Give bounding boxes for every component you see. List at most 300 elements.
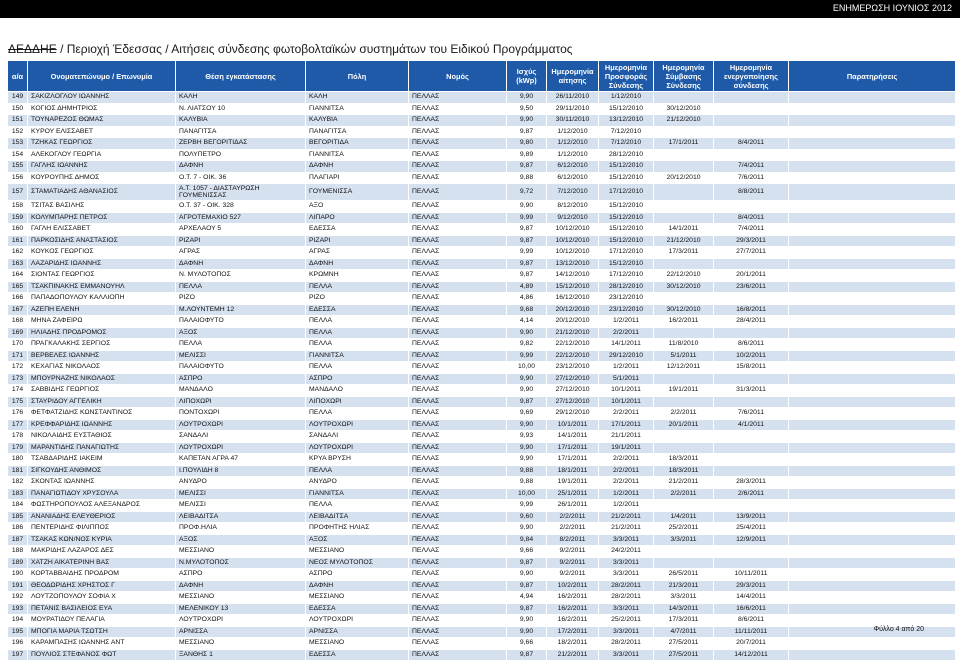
- cell-remarks: [789, 511, 956, 523]
- cell-contract-date: 26/5/2011: [654, 569, 714, 581]
- cell-row-number: 169: [8, 327, 28, 339]
- cell-offer-date: 28/12/2010: [599, 281, 654, 293]
- col-header-city: Πόλη: [306, 61, 409, 92]
- cell-power-kwp: 9,89: [507, 149, 547, 161]
- cell-install-location: ΜΕΣΣΙΑΝΟ: [176, 546, 306, 558]
- table-row: [8, 115, 956, 127]
- cell-contract-date: 17/1/2011: [654, 138, 714, 150]
- cell-power-kwp: 9,87: [507, 224, 547, 236]
- cell-application-date: 16/12/2010: [547, 293, 599, 305]
- cell-applicant-name: ΠΕΝΤΕΡΙΔΗΣ ΦΙΛΙΠΠΟΣ: [28, 523, 176, 535]
- cell-row-number: 165: [8, 281, 28, 293]
- cell-applicant-name: ΜΠΟΥΡΝΑΖΗΣ ΝΙΚΟΛΑΟΣ: [28, 373, 176, 385]
- cell-row-number: 170: [8, 339, 28, 351]
- cell-application-date: 20/12/2010: [547, 304, 599, 316]
- cell-prefecture: ΠΕΛΛΑΣ: [409, 327, 507, 339]
- cell-application-date: 2/2/2011: [547, 511, 599, 523]
- cell-remarks: [789, 138, 956, 150]
- cell-applicant-name: ΛΟΥΤΖΟΠΟΥΛΟΥ ΣΟΦΙΑ Χ: [28, 592, 176, 604]
- cell-offer-date: 14/1/2011: [599, 339, 654, 351]
- cell-row-number: 186: [8, 523, 28, 535]
- cell-activation-date: 4/1/2011: [714, 419, 789, 431]
- cell-city: ΜΕΣΣΙΑΝΟ: [306, 546, 409, 558]
- cell-offer-date: 15/12/2010: [599, 224, 654, 236]
- cell-contract-date: [654, 258, 714, 270]
- cell-row-number: 185: [8, 511, 28, 523]
- cell-power-kwp: 9,87: [507, 557, 547, 569]
- cell-remarks: [789, 235, 956, 247]
- cell-row-number: 155: [8, 161, 28, 173]
- cell-contract-date: 1/4/2011: [654, 511, 714, 523]
- cell-power-kwp: 9,69: [507, 408, 547, 420]
- cell-activation-date: [714, 149, 789, 161]
- cell-install-location: ΛΙΠΟΧΩΡΙ: [176, 396, 306, 408]
- cell-offer-date: 21/2/2011: [599, 511, 654, 523]
- cell-install-location: ΠΑΛΑΙΟΦΥΤΟ: [176, 362, 306, 374]
- cell-activation-date: 14/12/2011: [714, 649, 789, 661]
- col-header-prefecture: Νομός: [409, 61, 507, 92]
- cell-contract-date: [654, 431, 714, 443]
- cell-contract-date: [654, 327, 714, 339]
- cell-applicant-name: ΦΩΣΤΗΡΟΠΟΥΛΟΣ ΑΛΕΞΑΝΔΡΟΣ: [28, 500, 176, 512]
- cell-row-number: 179: [8, 442, 28, 454]
- cell-install-location: Ν. ΛΙΑΤΣΟΥ 10: [176, 103, 306, 115]
- cell-application-date: 18/2/2011: [547, 638, 599, 650]
- cell-prefecture: ΠΕΛΛΑΣ: [409, 488, 507, 500]
- cell-power-kwp: 9,90: [507, 454, 547, 466]
- top-bar: [0, 0, 960, 18]
- cell-prefecture: ΠΕΛΛΑΣ: [409, 103, 507, 115]
- cell-power-kwp: 9,72: [507, 184, 547, 201]
- cell-install-location: Ο.Τ. 37 - ΟΙΚ. 328: [176, 201, 306, 213]
- cell-offer-date: 28/2/2011: [599, 580, 654, 592]
- cell-application-date: 20/12/2010: [547, 316, 599, 328]
- cell-install-location: ΜΕΛΙΣΣΙ: [176, 350, 306, 362]
- cell-city: ΔΑΦΝΗ: [306, 258, 409, 270]
- cell-power-kwp: 9,90: [507, 419, 547, 431]
- cell-install-location: ΔΑΦΝΗ: [176, 258, 306, 270]
- cell-prefecture: ΠΕΛΛΑΣ: [409, 235, 507, 247]
- cell-offer-date: 15/12/2010: [599, 103, 654, 115]
- cell-row-number: 196: [8, 638, 28, 650]
- cell-install-location: ΜΕΣΣΙΑΝΟ: [176, 592, 306, 604]
- cell-applicant-name: ΚΟΛΥΜΠΑΡΗΣ ΠΕΤΡΟΣ: [28, 212, 176, 224]
- cell-contract-date: 17/3/2011: [654, 615, 714, 627]
- cell-offer-date: 1/2/2011: [599, 362, 654, 374]
- table-row: [8, 212, 956, 224]
- cell-application-date: 9/2/2011: [547, 546, 599, 558]
- cell-row-number: 193: [8, 603, 28, 615]
- cell-contract-date: [654, 442, 714, 454]
- cell-contract-date: 21/3/2011: [654, 580, 714, 592]
- cell-contract-date: 21/2/2011: [654, 477, 714, 489]
- cell-applicant-name: ΦΕΤΦΑΤΖΙΔΗΣ ΚΩΝΣΤΑΝΤΙΝΟΣ: [28, 408, 176, 420]
- cell-applicant-name: ΘΕΟΔΩΡΙΔΗΣ ΧΡΗΣΤΟΣ Γ: [28, 580, 176, 592]
- cell-contract-date: 16/2/2011: [654, 316, 714, 328]
- cell-activation-date: [714, 465, 789, 477]
- table-row: [8, 523, 956, 535]
- cell-remarks: [789, 454, 956, 466]
- cell-prefecture: ΠΕΛΛΑΣ: [409, 281, 507, 293]
- table-row: [8, 385, 956, 397]
- table-row: [8, 258, 956, 270]
- cell-remarks: [789, 339, 956, 351]
- cell-row-number: 151: [8, 115, 28, 127]
- cell-power-kwp: 10,00: [507, 488, 547, 500]
- cell-contract-date: 30/12/2010: [654, 281, 714, 293]
- cell-prefecture: ΠΕΛΛΑΣ: [409, 270, 507, 282]
- cell-application-date: 25/1/2011: [547, 488, 599, 500]
- cell-remarks: [789, 103, 956, 115]
- cell-offer-date: 3/3/2011: [599, 569, 654, 581]
- cell-power-kwp: 9,82: [507, 339, 547, 351]
- cell-activation-date: 25/4/2011: [714, 523, 789, 535]
- cell-city: ΛΟΥΤΡΟΧΩΡΙ: [306, 615, 409, 627]
- cell-activation-date: 14/4/2011: [714, 592, 789, 604]
- cell-row-number: 166: [8, 293, 28, 305]
- cell-city: ΠΕΛΛΑ: [306, 316, 409, 328]
- cell-applicant-name: ΤΣΑΚΑΣ ΚΩΝ/ΝΟΣ ΚΥΡΙΑ: [28, 534, 176, 546]
- cell-applicant-name: ΜΗΝΑ ΖΑΦΕΙΡΩ: [28, 316, 176, 328]
- table-row: [8, 327, 956, 339]
- cell-applicant-name: ΚΟΓΙΟΣ ΔΗΜΗΤΡΙΟΣ: [28, 103, 176, 115]
- cell-activation-date: 8/4/2011: [714, 138, 789, 150]
- cell-activation-date: [714, 557, 789, 569]
- cell-power-kwp: 9,87: [507, 126, 547, 138]
- cell-application-date: 19/1/2011: [547, 477, 599, 489]
- cell-application-date: 16/2/2011: [547, 615, 599, 627]
- cell-city: ΚΡΥΑ ΒΡΥΣΗ: [306, 454, 409, 466]
- cell-contract-date: [654, 546, 714, 558]
- cell-application-date: 29/12/2010: [547, 408, 599, 420]
- cell-applicant-name: ΣΙΓΚΟΥΔΗΣ ΑΝΘΙΜΟΣ: [28, 465, 176, 477]
- cell-contract-date: 22/12/2010: [654, 270, 714, 282]
- cell-applicant-name: ΒΕΡΒΕΛΕΣ ΙΩΑΝΝΗΣ: [28, 350, 176, 362]
- cell-applicant-name: ΜΟΥΡΑΤΙΔΟΥ ΠΕΛΑΓΙΑ: [28, 615, 176, 627]
- cell-power-kwp: 9,90: [507, 615, 547, 627]
- cell-applicant-name: ΑΝΑΝΙΑΔΗΣ ΕΛΕΥΘΕΡΙΟΣ: [28, 511, 176, 523]
- cell-activation-date: 10/2/2011: [714, 350, 789, 362]
- cell-row-number: 163: [8, 258, 28, 270]
- cell-prefecture: ΠΕΛΛΑΣ: [409, 172, 507, 184]
- cell-city: ΕΔΕΣΣΑ: [306, 649, 409, 661]
- cell-contract-date: 20/12/2010: [654, 172, 714, 184]
- cell-row-number: 175: [8, 396, 28, 408]
- cell-row-number: 150: [8, 103, 28, 115]
- cell-row-number: 176: [8, 408, 28, 420]
- cell-city: ΜΕΣΣΙΑΝΟ: [306, 592, 409, 604]
- cell-applicant-name: ΓΑΓΛΗ ΕΛΙΣΣΑΒΕΤ: [28, 224, 176, 236]
- cell-offer-date: 15/12/2010: [599, 172, 654, 184]
- cell-activation-date: 7/6/2011: [714, 172, 789, 184]
- cell-row-number: 192: [8, 592, 28, 604]
- cell-row-number: 159: [8, 212, 28, 224]
- table-row: [8, 373, 956, 385]
- cell-remarks: [789, 569, 956, 581]
- cell-install-location: ΑΡΝΙΣΣΑ: [176, 626, 306, 638]
- cell-contract-date: 14/1/2011: [654, 224, 714, 236]
- cell-applicant-name: ΤΟΥΝΑΡΕΖΟΣ ΘΩΜΑΣ: [28, 115, 176, 127]
- cell-install-location: ΛΟΥΤΡΟΧΩΡΙ: [176, 419, 306, 431]
- table-row: [8, 396, 956, 408]
- cell-city: ΑΞΟ: [306, 201, 409, 213]
- cell-offer-date: 17/12/2010: [599, 247, 654, 259]
- cell-activation-date: [714, 103, 789, 115]
- cell-prefecture: ΠΕΛΛΑΣ: [409, 350, 507, 362]
- cell-activation-date: [714, 327, 789, 339]
- table-row: [8, 103, 956, 115]
- cell-offer-date: 1/2/2011: [599, 488, 654, 500]
- cell-prefecture: ΠΕΛΛΑΣ: [409, 500, 507, 512]
- cell-remarks: [789, 350, 956, 362]
- cell-row-number: 195: [8, 626, 28, 638]
- col-header-name: Ονοματεπώνυμο / Επωνυμία: [28, 61, 176, 92]
- cell-activation-date: 29/3/2011: [714, 580, 789, 592]
- cell-row-number: 189: [8, 557, 28, 569]
- cell-applicant-name: ΤΣΑΒΔΑΡΙΔΗΣ ΙΑΚΕΙΜ: [28, 454, 176, 466]
- cell-row-number: 194: [8, 615, 28, 627]
- cell-offer-date: 19/1/2011: [599, 442, 654, 454]
- cell-prefecture: ΠΕΛΛΑΣ: [409, 385, 507, 397]
- cell-activation-date: 10/11/2011: [714, 569, 789, 581]
- cell-prefecture: ΠΕΛΛΑΣ: [409, 626, 507, 638]
- cell-city: ΡΙΖΑΡΙ: [306, 235, 409, 247]
- cell-city: ΑΡΝΙΣΣΑ: [306, 626, 409, 638]
- table-header-row: [8, 61, 956, 92]
- cell-contract-date: [654, 201, 714, 213]
- cell-install-location: ΞΑΝΘΗΣ 1: [176, 649, 306, 661]
- cell-prefecture: ΠΕΛΛΑΣ: [409, 362, 507, 374]
- cell-remarks: [789, 442, 956, 454]
- cell-power-kwp: 9,80: [507, 138, 547, 150]
- page-title: [8, 42, 573, 56]
- cell-application-date: 17/1/2011: [547, 454, 599, 466]
- cell-remarks: [789, 172, 956, 184]
- cell-power-kwp: 9,66: [507, 546, 547, 558]
- cell-power-kwp: 4,94: [507, 592, 547, 604]
- cell-contract-date: [654, 212, 714, 224]
- cell-row-number: 173: [8, 373, 28, 385]
- table-row: [8, 149, 956, 161]
- cell-prefecture: ΠΕΛΛΑΣ: [409, 258, 507, 270]
- cell-city: ΠΕΛΛΑ: [306, 362, 409, 374]
- cell-offer-date: 15/12/2010: [599, 258, 654, 270]
- cell-city: ΕΔΕΣΣΑ: [306, 304, 409, 316]
- cell-city: ΚΑΛΥΒΙΑ: [306, 115, 409, 127]
- cell-remarks: [789, 201, 956, 213]
- cell-application-date: 22/12/2010: [547, 350, 599, 362]
- cell-install-location: ΣΑΝΔΑΛΙ: [176, 431, 306, 443]
- cell-power-kwp: 9,88: [507, 172, 547, 184]
- cell-remarks: [789, 126, 956, 138]
- cell-application-date: 6/12/2010: [547, 161, 599, 173]
- cell-applicant-name: ΓΑΓΛΗΣ ΙΩΑΝΝΗΣ: [28, 161, 176, 173]
- cell-row-number: 197: [8, 649, 28, 661]
- cell-prefecture: ΠΕΛΛΑΣ: [409, 546, 507, 558]
- cell-applicant-name: ΚΟΥΚΟΣ ΓΕΩΡΓΙΟΣ: [28, 247, 176, 259]
- table-row: [8, 126, 956, 138]
- cell-remarks: [789, 396, 956, 408]
- table-row: [8, 281, 956, 293]
- cell-remarks: [789, 408, 956, 420]
- cell-remarks: [789, 592, 956, 604]
- cell-activation-date: 15/8/2011: [714, 362, 789, 374]
- cell-offer-date: 29/12/2010: [599, 350, 654, 362]
- cell-offer-date: 2/2/2011: [599, 465, 654, 477]
- cell-power-kwp: 9,99: [507, 212, 547, 224]
- cell-contract-date: 30/12/2010: [654, 103, 714, 115]
- cell-remarks: [789, 546, 956, 558]
- cell-prefecture: ΠΕΛΛΑΣ: [409, 442, 507, 454]
- cell-remarks: [789, 465, 956, 477]
- table-row: [8, 247, 956, 259]
- cell-power-kwp: 9,90: [507, 115, 547, 127]
- cell-application-date: 1/12/2010: [547, 149, 599, 161]
- cell-offer-date: 25/2/2011: [599, 615, 654, 627]
- cell-activation-date: 20/1/2011: [714, 270, 789, 282]
- cell-prefecture: ΠΕΛΛΑΣ: [409, 247, 507, 259]
- cell-install-location: ΑΣΠΡΟ: [176, 373, 306, 385]
- cell-contract-date: 30/12/2010: [654, 304, 714, 316]
- cell-city: ΕΔΕΣΣΑ: [306, 224, 409, 236]
- cell-prefecture: ΠΕΛΛΑΣ: [409, 92, 507, 104]
- cell-activation-date: [714, 431, 789, 443]
- cell-activation-date: 7/4/2011: [714, 224, 789, 236]
- cell-install-location: ΠΡΟΦ.ΗΛΙΑ: [176, 523, 306, 535]
- cell-remarks: [789, 316, 956, 328]
- cell-row-number: 152: [8, 126, 28, 138]
- cell-activation-date: [714, 115, 789, 127]
- cell-prefecture: ΠΕΛΛΑΣ: [409, 184, 507, 201]
- cell-application-date: 6/12/2010: [547, 172, 599, 184]
- col-header-power: Ισχύς (kWp): [507, 61, 547, 92]
- table-row: [8, 270, 956, 282]
- cell-offer-date: 17/1/2011: [599, 419, 654, 431]
- cell-city: ΛΕΙΒΑΔΙΤΣΑ: [306, 511, 409, 523]
- cell-install-location: ΠΕΛΛΑ: [176, 339, 306, 351]
- cell-remarks: [789, 92, 956, 104]
- cell-install-location: ΛΟΥΤΡΟΧΩΡΙ: [176, 615, 306, 627]
- table-row: [8, 235, 956, 247]
- cell-application-date: 1/12/2010: [547, 126, 599, 138]
- cell-contract-date: [654, 184, 714, 201]
- col-header-activation-date: Ημερομηνία ενεργοποίησης σύνδεσης: [714, 61, 789, 92]
- cell-power-kwp: 9,87: [507, 580, 547, 592]
- cell-city: ΠΡΟΦΗΤΗΣ ΗΛΙΑΣ: [306, 523, 409, 535]
- cell-activation-date: [714, 201, 789, 213]
- cell-install-location: ΖΕΡΒΗ ΒΕΓΟΡΙΤΙΔΑΣ: [176, 138, 306, 150]
- cell-contract-date: 2/2/2011: [654, 408, 714, 420]
- cell-row-number: 168: [8, 316, 28, 328]
- cell-city: ΠΕΛΛΑ: [306, 500, 409, 512]
- cell-contract-date: [654, 161, 714, 173]
- cell-power-kwp: 4,86: [507, 293, 547, 305]
- cell-power-kwp: 9,66: [507, 638, 547, 650]
- cell-application-date: 26/11/2010: [547, 92, 599, 104]
- cell-row-number: 190: [8, 569, 28, 581]
- cell-applicant-name: ΜΠΟΓΙΑ ΜΑΡΙΑ ΤΣΩΤΣΗ: [28, 626, 176, 638]
- cell-row-number: 188: [8, 546, 28, 558]
- cell-prefecture: ΠΕΛΛΑΣ: [409, 569, 507, 581]
- cell-power-kwp: 9,90: [507, 523, 547, 535]
- cell-install-location: ΑΓΡΑΣ: [176, 247, 306, 259]
- cell-offer-date: 15/12/2010: [599, 201, 654, 213]
- table-row: [8, 161, 956, 173]
- cell-application-date: 18/1/2011: [547, 465, 599, 477]
- cell-contract-date: 18/3/2011: [654, 454, 714, 466]
- cell-offer-date: 21/2/2011: [599, 523, 654, 535]
- cell-offer-date: 15/12/2010: [599, 235, 654, 247]
- cell-applicant-name: ΣΤΑΥΡΙΔΟΥ ΑΓΓΕΛΙΚΗ: [28, 396, 176, 408]
- cell-remarks: [789, 161, 956, 173]
- cell-power-kwp: 9,87: [507, 235, 547, 247]
- cell-remarks: [789, 212, 956, 224]
- table-row: [8, 293, 956, 305]
- cell-city: ΛΟΥΤΡΟΧΩΡΙ: [306, 419, 409, 431]
- col-header-contract-date: Ημερομηνία Σύμβασης Σύνδεσης: [654, 61, 714, 92]
- cell-offer-date: 15/12/2010: [599, 212, 654, 224]
- cell-city: ΓΙΑΝΝΙΤΣΑ: [306, 488, 409, 500]
- cell-applicant-name: ΠΕΤΑΝΙΣ ΒΑΣΙΛΕΙΟΣ ΕΥΑ: [28, 603, 176, 615]
- table-row: [8, 138, 956, 150]
- cell-application-date: 9/2/2011: [547, 557, 599, 569]
- cell-city: ΛΙΠΑΡΟ: [306, 212, 409, 224]
- cell-row-number: 174: [8, 385, 28, 397]
- table-row: [8, 626, 956, 638]
- table-row: [8, 362, 956, 374]
- table-row: [8, 172, 956, 184]
- cell-row-number: 171: [8, 350, 28, 362]
- cell-activation-date: 27/7/2011: [714, 247, 789, 259]
- cell-install-location: ΠΟΝΤΟΧΩΡΙ: [176, 408, 306, 420]
- cell-prefecture: ΠΕΛΛΑΣ: [409, 126, 507, 138]
- cell-applicant-name: ΚΡΕΦΦΑΡΙΔΗΣ ΙΩΑΝΝΗΣ: [28, 419, 176, 431]
- cell-remarks: [789, 477, 956, 489]
- cell-activation-date: [714, 293, 789, 305]
- cell-power-kwp: 9,90: [507, 626, 547, 638]
- cell-activation-date: 23/6/2011: [714, 281, 789, 293]
- cell-remarks: [789, 373, 956, 385]
- cell-remarks: [789, 247, 956, 259]
- cell-activation-date: [714, 373, 789, 385]
- cell-row-number: 167: [8, 304, 28, 316]
- cell-contract-date: 27/5/2011: [654, 638, 714, 650]
- cell-prefecture: ΠΕΛΛΑΣ: [409, 224, 507, 236]
- cell-prefecture: ΠΕΛΛΑΣ: [409, 138, 507, 150]
- cell-application-date: 10/1/2011: [547, 419, 599, 431]
- cell-applicant-name: ΑΖΕΠΗ ΕΛΕΝΗ: [28, 304, 176, 316]
- cell-install-location: ΠΑΛΑΙΟΦΥΤΟ: [176, 316, 306, 328]
- cell-install-location: Ν. ΜΥΛΟΤΟΠΟΣ: [176, 270, 306, 282]
- cell-city: ΔΑΦΝΗ: [306, 580, 409, 592]
- cell-contract-date: 25/2/2011: [654, 523, 714, 535]
- cell-contract-date: [654, 557, 714, 569]
- cell-install-location: Ο.Τ. 7 - ΟΙΚ. 36: [176, 172, 306, 184]
- cell-power-kwp: 9,84: [507, 534, 547, 546]
- cell-power-kwp: 9,90: [507, 385, 547, 397]
- cell-offer-date: 1/2/2011: [599, 316, 654, 328]
- cell-application-date: 9/2/2011: [547, 569, 599, 581]
- cell-contract-date: 3/3/2011: [654, 534, 714, 546]
- cell-install-location: ΜΕΣΣΙΑΝΟ: [176, 638, 306, 650]
- cell-applicant-name: ΣΙΟΝΤΑΣ ΓΕΩΡΓΙΟΣ: [28, 270, 176, 282]
- cell-install-location: Ι.ΠΟΥΛΙΔΗ 8: [176, 465, 306, 477]
- cell-city: ΑΞΟΣ: [306, 534, 409, 546]
- title-text: / Περιοχή Έδεσσας / Αιτήσεις σύνδεσης φωτοβολταϊκών συστημάτων του Ειδικού Προγράμματος: [56, 42, 573, 56]
- cell-install-location: ΜΕΛΕΝΙΚΟΥ 13: [176, 603, 306, 615]
- cell-row-number: 156: [8, 172, 28, 184]
- cell-application-date: 13/12/2010: [547, 258, 599, 270]
